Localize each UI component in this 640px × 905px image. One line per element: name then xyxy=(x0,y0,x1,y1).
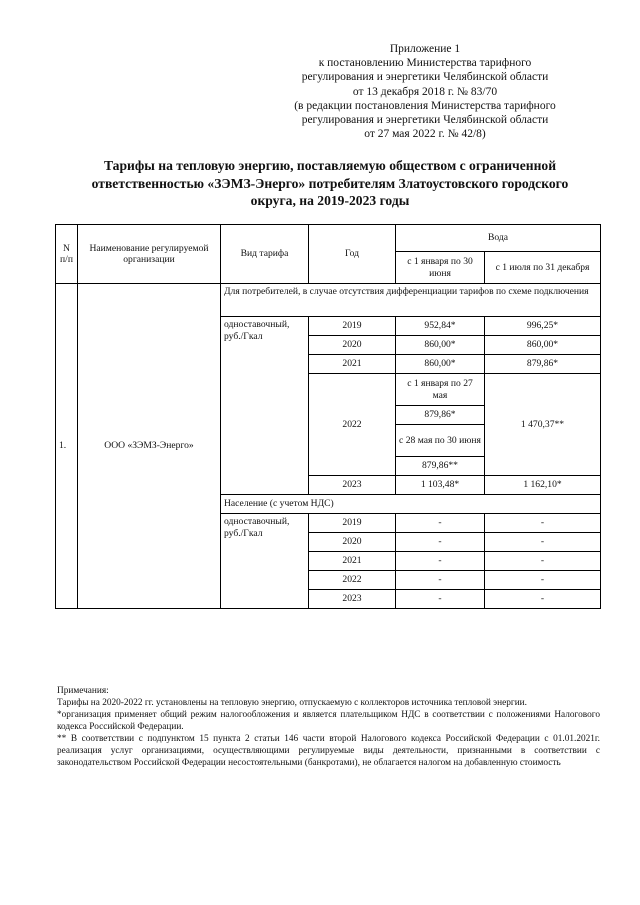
year-cell: 2019 xyxy=(309,514,396,533)
year-cell-2022: 2022 xyxy=(309,374,396,476)
value-cell: - xyxy=(396,514,485,533)
section2-tariff-type: одноставочный, руб./Гкал xyxy=(221,514,309,609)
section1-tariff-type: одноставочный, руб./Гкал xyxy=(221,317,309,495)
year-cell: 2023 xyxy=(309,590,396,609)
year-cell: 2019 xyxy=(309,317,396,336)
note-3: ** В соответствии с подпунктом 15 пункта 2 статьи 146 части второй Налогового кодекса Российской Федерации с 01.01.2021г. реализация услуг организациями, осуществляющими регулируемые виды деятельности, признанными в соответствии с законодательством Российской Федерации несостоятельными (банкротами), не облагается налогом на добавленную стоимость xyxy=(57,734,600,768)
appendix-line: Приложение 1 xyxy=(389,43,461,55)
value-cell: - xyxy=(396,552,485,571)
value-cell: 860,00* xyxy=(485,336,601,355)
header-period2: с 1 июля по 31 декабря xyxy=(485,252,601,284)
notes-section xyxy=(57,685,600,769)
subperiod-label: с 1 января по 27 мая xyxy=(396,374,485,406)
document-title xyxy=(60,157,600,210)
header-water: Вода xyxy=(396,225,601,252)
value-cell: - xyxy=(396,590,485,609)
value-cell: 996,25* xyxy=(485,317,601,336)
section1-title: Для потребителей, в случае отсутствия дифференциации тарифов по схеме подключения xyxy=(221,284,601,317)
value-cell: 1 103,48* xyxy=(396,476,485,495)
value-cell: - xyxy=(485,552,601,571)
year-cell: 2022 xyxy=(309,571,396,590)
header-type: Вид тарифа xyxy=(221,225,309,284)
value-cell: 860,00* xyxy=(396,355,485,374)
section2-title: Население (с учетом НДС) xyxy=(221,495,601,514)
appendix-line: от 13 декабря 2018 г. № 83/70 xyxy=(352,85,498,98)
note-2: *организация применяет общий режим налогообложения и является плательщиком НДС в соответствии с положениями Налогового кодекса Российской Федерации. xyxy=(57,710,600,732)
header-num: N п/п xyxy=(56,225,78,284)
year-cell: 2020 xyxy=(309,336,396,355)
header-period1: с 1 января по 30 июня xyxy=(396,252,485,284)
year-cell: 2021 xyxy=(309,552,396,571)
notes-heading: Примечания: xyxy=(57,686,109,696)
year-cell: 2023 xyxy=(309,476,396,495)
year-cell: 2021 xyxy=(309,355,396,374)
org-name: ООО «ЗЭМЗ-Энерго» xyxy=(78,284,221,609)
value-cell: - xyxy=(485,571,601,590)
value-cell: - xyxy=(485,590,601,609)
value-cell: 879,86* xyxy=(485,355,601,374)
appendix-line: от 27 мая 2022 г. № 42/8) xyxy=(364,128,486,141)
value-cell: 879,86** xyxy=(396,457,485,476)
value-cell: - xyxy=(396,533,485,552)
value-cell: 1 162,10* xyxy=(485,476,601,495)
subperiod-label: с 28 мая по 30 июня xyxy=(396,425,485,457)
year-cell: 2020 xyxy=(309,533,396,552)
value-cell-2022-period2: 1 470,37** xyxy=(485,374,601,476)
tariff-table xyxy=(55,224,601,609)
appendix-line: регулирования и энергетики Челябинской области xyxy=(301,114,549,127)
note-1: Тарифы на 2020-2022 гг. установлены на тепловую энергию, отпускаемую с коллекторов источника тепловой энергии. xyxy=(57,698,527,708)
header-year: Год xyxy=(309,225,396,284)
value-cell: 860,00* xyxy=(396,336,485,355)
value-cell: - xyxy=(485,533,601,552)
value-cell: 952,84* xyxy=(396,317,485,336)
title-line: ответственностью «ЗЭМЗ-Энерго» потребителям Златоустовского городского xyxy=(91,175,569,191)
appendix-header xyxy=(250,42,600,141)
header-org: Наименование регулируемой организации xyxy=(78,225,221,284)
appendix-line: к постановлению Министерства тарифного xyxy=(318,57,532,70)
value-cell: 879,86* xyxy=(396,406,485,425)
value-cell: - xyxy=(396,571,485,590)
appendix-line: регулирования и энергетики Челябинской области xyxy=(301,71,549,84)
value-cell: - xyxy=(485,514,601,533)
row-number: 1. xyxy=(56,284,78,609)
title-line: округа, на 2019-2023 годы xyxy=(250,193,410,208)
title-line: Тарифы на тепловую энергию, поставляемую обществом с ограниченной xyxy=(103,158,557,173)
appendix-line: (в редакции постановления Министерства тарифного xyxy=(294,99,556,112)
